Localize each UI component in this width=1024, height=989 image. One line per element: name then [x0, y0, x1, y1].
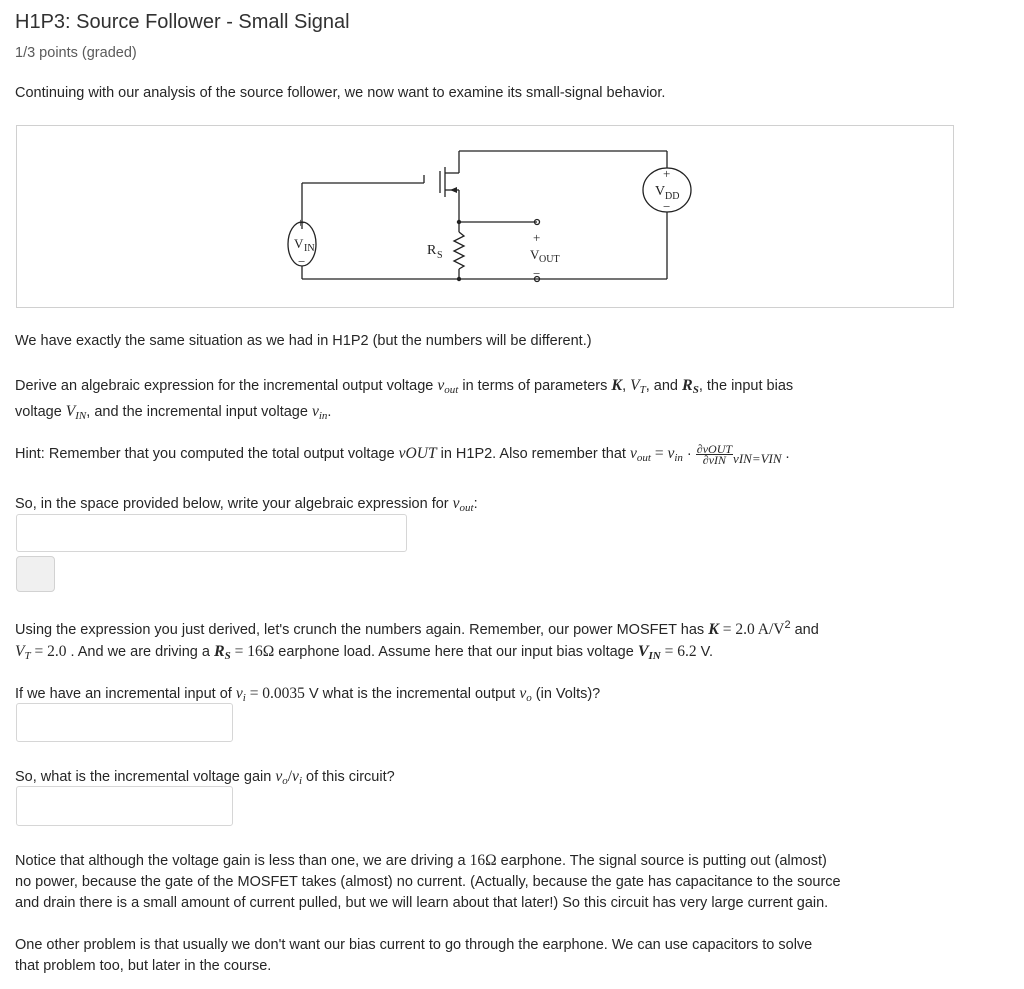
vin-plus: + [297, 215, 305, 230]
incremental-output-question: If we have an incremental input of $v_i = 0.0035$ V what is the incremental output $v_o$ (in Volts)? [15, 685, 601, 704]
problem-title: H1P3: Source Follower - Small Signal [15, 11, 350, 33]
vin-label: V [294, 236, 304, 251]
vdd-sub: DD [665, 191, 680, 202]
vout-label: V [530, 247, 540, 262]
vin-minus: − [298, 254, 306, 269]
circuit-diagram [17, 126, 953, 307]
vdd-label: V [655, 184, 666, 199]
expression-prompt: So, in the space provided below, write your algebraic expression for $v_{out}$: [15, 495, 478, 514]
vout-sub: OUT [539, 254, 560, 265]
vdd-plus: + [663, 166, 671, 181]
vo-answer-input[interactable] [16, 703, 233, 742]
derive-instruction: Derive an algebraic expression for the incremental output voltage $v_{out}$ in terms of parameters K, $V_T$, and $R_S$, the input bias voltage $V_{IN}$, and the incremental input voltage $v_{in}$. [15, 377, 794, 422]
expression-input[interactable] [16, 514, 407, 552]
gain-answer-input[interactable] [16, 786, 233, 826]
vout-minus: − [533, 266, 541, 281]
same-situation-text: We have exactly the same situation as we had in H1P2 (but the numbers will be different.) [15, 333, 592, 349]
vin-sub: IN [304, 243, 315, 254]
vdd-minus: − [663, 199, 671, 214]
bias-current-note: One other problem is that usually we don't want our bias current to go through the earphone. We can use capacitors to solve that problem too, but later in the course. [15, 937, 813, 974]
hint-text: Hint: Remember that you computed the total output voltage vOUT in H1P2. Also remember that $v_{out} = v_{in}$ · $\frac{\text{∂vOUT}}{\text{∂vIN}}$ vIN=VIN . [15, 442, 790, 467]
partial-derivative-fraction: $\frac{\text{∂vOUT}}{\text{∂vIN}}$ [696, 442, 733, 467]
circuit-figure [16, 125, 954, 308]
preview-button[interactable] [16, 556, 55, 592]
gain-question: So, what is the incremental voltage gain $v_o/v_i$ of this circuit? [15, 768, 395, 787]
intro-text: Continuing with our analysis of the source follower, we now want to examine its small-signal behavior. [15, 85, 666, 101]
rs-sub: S [437, 250, 443, 261]
vout-plus: + [533, 230, 541, 245]
numbers-instruction: Using the expression you just derived, let's crunch the numbers again. Remember, our power MOSFET has K = 2.0 $A/V^2$ and $V_T = 2.0$ . And we are driving a $R_S = 16\Omega$ earphone load. Assume here that our input bias voltage $V_{IN} = 6.2$ V. [15, 619, 819, 662]
notice-paragraph: Notice that although the voltage gain is less than one, we are driving a 16Ω earphone. The signal source is putting out (almost) no power, because the gate of the MOSFET takes (almost) no current. (Actually, because the gate has capacitance to the source and drain there is a small amount of current pulled, but we will learn about that later!) So this circuit has very large current gain. [15, 852, 841, 911]
rs-label: R [427, 243, 437, 258]
points-status: 1/3 points (graded) [15, 45, 137, 61]
